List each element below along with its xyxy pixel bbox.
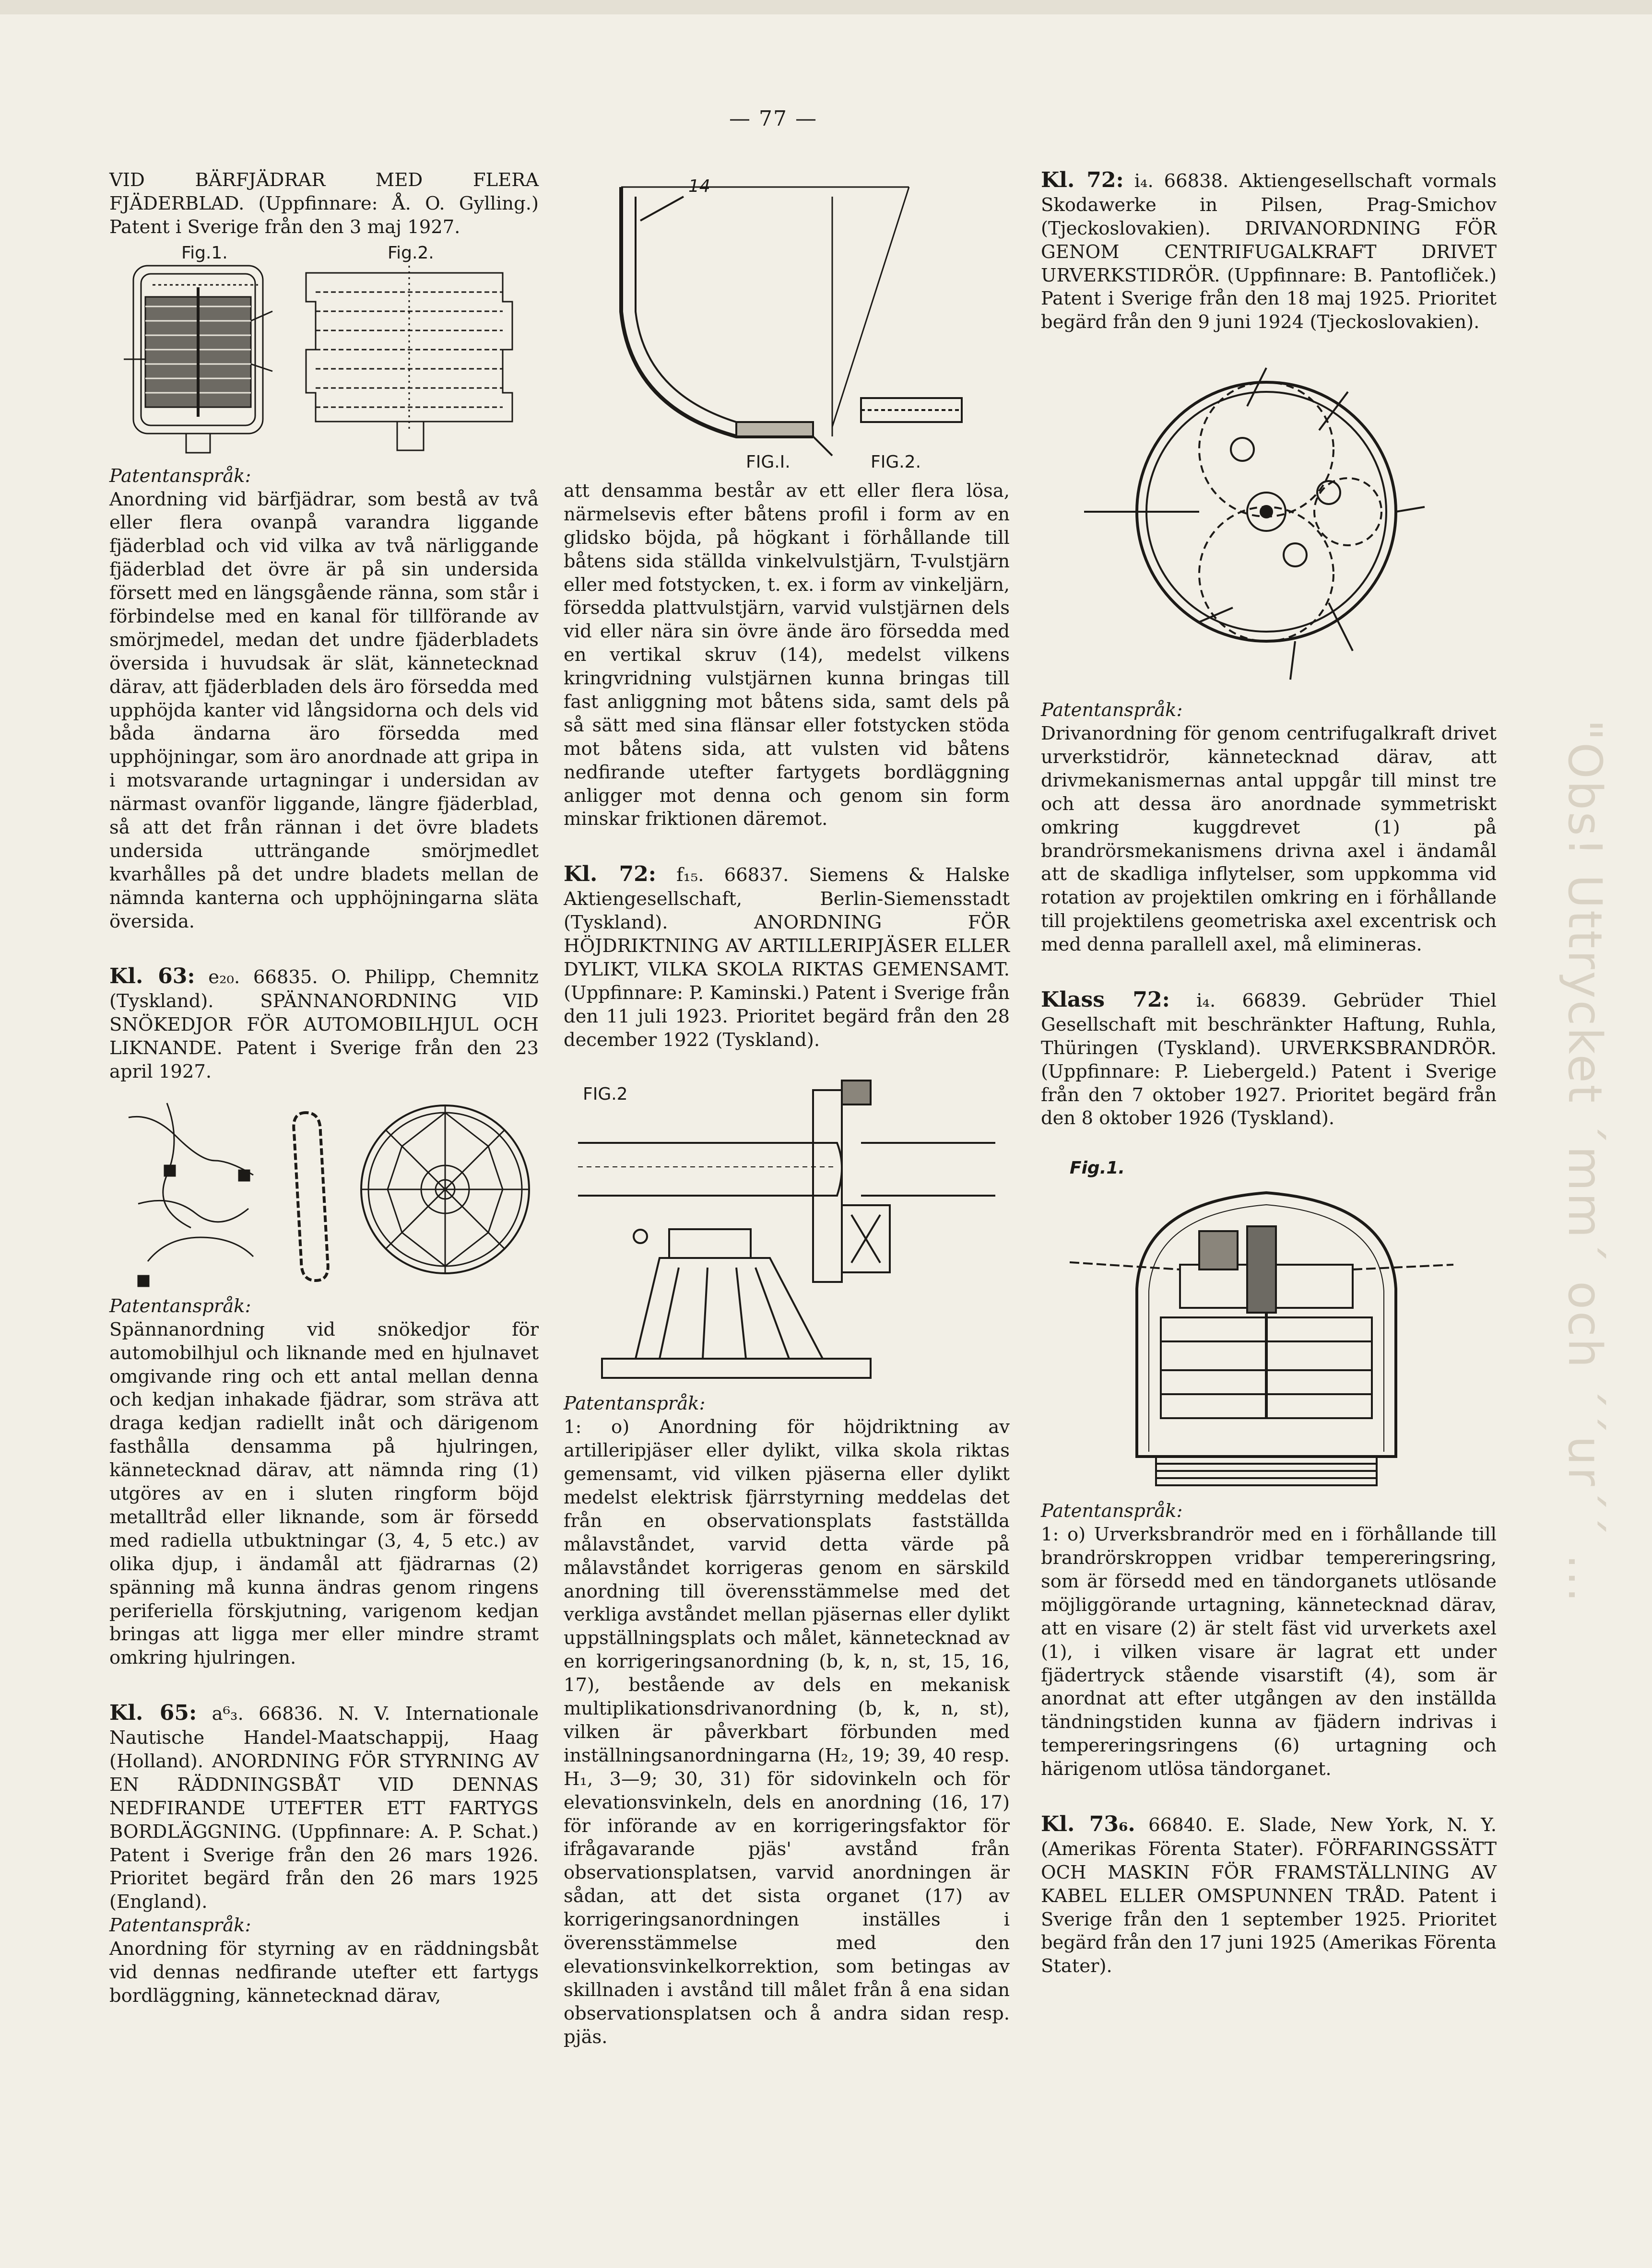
claims-text: Spännanordning vid snökedjor för automobilhjul och liknande med en hjulnavet omgivande ring och ett antal mellan denna och kedjan inhakade fjädrar, som sträva att draga kedjan radiellt inåt och därigenom fasthålla densamma på hjulringen, kännetecknad därav, att nämnda ring (1) utgöres av en i sluten ringform böjd metalltråd eller liknande, som är försedd med radiella utbuktningar (3, 4, 5 etc.) av olika djup, i ändamål att fjädrarnas (2) spänning må kunna ändras genom ringens periferiella förskjutning, varigenom kedjan bringas att ligga mer eller mindre stramt omkring hjulringen.	[109, 1318, 539, 1669]
fig2-label: FIG.2	[583, 1084, 628, 1105]
class-code: e₂₀.	[208, 966, 240, 988]
entry-body: 66837. Siemens & Halske Aktiengesellschaft, Berlin-Siemensstadt (Tyskland). ANORDNING FÖR HÖJDRIKTNING AV ARTILLERIPJÄSER ELLER DYLIKT, VILKA SKOLA RIKTAS GEMENSAMT. (Uppfinnare: P. Kaminski.) Patent i Sverige från den 11 juli 1923. Prioritet begärd från den 28 december 1922 (Tyskland).	[564, 864, 1010, 1051]
claims-text: Anordning vid bärfjädrar, som bestå av två eller flera ovanpå varandra liggande fjäderblad och vid vilka av två närliggande fjäderblad det övre är på sin undersida försett med en längsgående ränna, som står i förbindelse med en kanal för tillförande av smörjmedel, medan det undre fjäderbladets översida i huvudsak är slät, kännetecknad därav, att fjäderbladen dels äro försedda med upphöjda kanter vid långsidorna och dels vid båda ändarna äro försedda med upphöjningar, som äro anordnade att gripa in i motsvarande urtagningar i undersidan av närmast ovanför liggande, längre fjäderblad, så att det från rännan i det övre bladets undersida utträngande smörjmedlet kvarhålles på det undre bladets mellan de nämnda kanterna och upphöjningarna släta översida.	[109, 488, 539, 932]
class-label: Kl. 65:	[109, 1701, 197, 1726]
entry-head: VID BÄRFJÄDRAR MED FLERA FJÄDERBLAD. (Uppfinnare: Å. O. Gylling.) Patent i Sverige från den 3 maj 1927.	[109, 169, 539, 238]
label-14: 14	[688, 176, 710, 196]
class-label: Kl. 72:	[1041, 168, 1124, 192]
class-label: Kl. 72:	[564, 862, 656, 887]
claims-text: 1: o) Urverksbrandrör med en i förhållande till brandrörskroppen vridbar tempereringsring, som är försedd med en tändorganets utlösande möjliggörande urtagning, kännetecknad därav, att en visare (2) är stelt fäst vid urverkets axel (1), i vilken visare är lagrat ett under fjädertryck stående visarstift (4), som är anordnat att efter utgången av den inställda tändningstiden kunna av fjädern indrivas i tempereringsringens (6) urtagning och härigenom utlösa tändorganet.	[1041, 1524, 1497, 1780]
column-right	[1041, 167, 1497, 1978]
page-number: — 77 —	[729, 106, 817, 131]
figure-2	[306, 266, 512, 450]
claims-header: Patentanspråk:	[1041, 699, 1183, 721]
claims-continuation: att densamma består av ett eller flera lösa, närmelsevis efter båtens profil i form av en glidsko böjda, på högkant i förhållande till båtens sida ställda vinkelvulstjärn, T-vulstjärn eller med fotstycken, t. ex. i form av vinkeljärn, försedda plattvulstjärn, varvid vulstjärnen dels vid eller nära sin övre ände äro försedda med en vertikal skruv (14), medelst vilkens kringvridning vulstjärnen kunna bringas till fast anliggning mot båtens sida, samt dels på så sätt med sina flänsar eller fotstycken stöda mot båtens sida, att vulsten vid båtens nedfirande utefter fartygets bordläggning anligger mot denna och genom sin form minskar friktionen däremot.	[564, 480, 1010, 830]
class-code: a⁶₃.	[212, 1703, 244, 1725]
entry-body: 66840. E. Slade, New York, N. Y. (Amerikas Förenta Stater). FÖRFARINGSSÄTT OCH MASKIN FÖR FRAMSTÄLLNING AV KABEL ELLER OMSPUNNEN TRÅD. Patent i Sverige från den 1 september 1925. Prioritet begärd från den 17 juni 1925 (Amerikas Förenta Stater).	[1041, 1814, 1497, 1977]
fig2-label: FIG.2.	[871, 452, 921, 472]
centrifugal-drive-figure	[1041, 334, 1492, 699]
entry-body: 66835. O. Philipp, Chemnitz (Tyskland). SPÄNNANORDNING VID SNÖKEDJOR FÖR AUTOMOBILHJUL OCH LIKNANDE. Patent i Sverige från den 23 april 1927.	[109, 966, 539, 1083]
scan-edge	[0, 0, 1652, 14]
figure-1	[124, 266, 272, 453]
column-left	[109, 169, 539, 2008]
class-label: Kl. 63:	[109, 964, 195, 989]
chain-branch	[129, 1116, 253, 1175]
patent-entry-66839	[1041, 987, 1497, 1130]
entry-body: 66839. Gebrüder Thiel Gesellschaft mit beschränkter Haftung, Ruhla, Thüringen (Tyskland). URVERKSBRANDRÖR. (Uppfinnare: P. Liebergeld.) Patent i Sverige från den 7 oktober 1927. Prioritet begärd från den 8 oktober 1926 (Tyskland).	[1041, 990, 1497, 1129]
fuze-figure	[1041, 1145, 1492, 1500]
fig1-label: FIG.I.	[746, 452, 791, 472]
snow-chain-figures	[109, 1084, 531, 1295]
margin-stamp-text: "Obs! Uttrycket ´mm´ och ´´ur´´ ...	[1558, 719, 1612, 1604]
column-middle	[564, 158, 1010, 2049]
artillery-figure	[564, 1071, 1005, 1392]
entry-body: 66838. Aktiengesellschaft vormals Skodawerke in Pilsen, Prag-Smichov (Tjeckoslovakien). DRIVANORDNING FÖR GENOM CENTRIFUGALKRAFT DRIVET URVERKSTIDRÖR. (Uppfinnare: B. Pantofliček.) Patent i Sverige från den 18 maj 1925. Prioritet begärd från den 9 juni 1924 (Tjeckoslovakien).	[1041, 170, 1497, 333]
patent-entry-66840	[1041, 1811, 1497, 1978]
patent-entry-66837	[564, 861, 1010, 1052]
fig1-label: Fig.1.	[1070, 1158, 1125, 1178]
claims-header: Patentanspråk:	[109, 1915, 251, 1937]
claims-header: Patentanspråk:	[109, 465, 251, 487]
class-code: f₁₅.	[676, 864, 704, 886]
claims-header: Patentanspråk:	[109, 1295, 251, 1317]
lifeboat-figures	[564, 158, 1005, 475]
fig1-label: Fig.1.	[181, 243, 228, 263]
claims-header: Patentanspråk:	[564, 1393, 706, 1415]
claims-text: Anordning för styrning av en räddningsbåt vid dennas nedfirande utefter ett fartygs bordläggning, kännetecknad därav,	[109, 1938, 539, 2007]
claims-text: 1: o) Anordning för höjdriktning av artilleripjäser eller dylikt, vilka skola riktas gemensamt, vid vilken pjäserna eller dylikt medelst elektrisk fjärrstyrning meddelas det från en observationsplats fastställda målavståndet, varvid detta värde på målavståndet korrigeras genom en särskild anordning till överensstämmelse med det verkliga avståndet mellan pjäsernas eller dylikt uppställningsplats och målet, kännetecknad av en korrigeringsanordning (b, k, n, st, 15, 16, 17), bestående av dels en mekanisk multiplikationsdrivanordning (b, k, n, st), vilken är påverkbart förbunden med inställningsanordningarna (H₂, 19; 39, 40 resp. H₁, 3—9; 30, 31) för sidovinkeln och för elevationsvinkeln, dels en anordning (16, 17) för införande av en korrigeringsfaktor för ifrågavarande pjäs' avstånd från observationsplatsen, varvid anordningen är sådan, att det sista organet (17) av korrigeringsanordningen inställes i överensstämmelse med den elevationsvinkelkorrektion, som betingas av skillnaden i avstånd till målet från å ena sidan observationsplatsen och å andra sidan resp. pjäs.	[564, 1416, 1010, 2048]
claims-text: Drivanordning för genom centrifugalkraft drivet urverkstidrör, kännetecknad därav, att drivmekanismernas antal uppgår till minst tre och att dessa äro anordnade symmetriskt omkring kuggdrevet (1) på brandrörsmekanismens drivna axel i ändamål att de skadliga inflytelser, som uppkomma vid rotation av projektilen omkring en i förhållande till projektilens geometriska axel excentrisk och med denna parallell axel, må elimineras.	[1041, 723, 1497, 956]
entry-body: 66836. N. V. Internationale Nautische Handel-Maatschappij, Haag (Holland). ANORDNING FÖR STYRNING AV EN RÄDDNINGSBÅT VID DENNAS NEDFIRANDE UTEFTER ETT FARTYGS BORDLÄGGNING. (Uppfinnare: A. P. Schat.) Patent i Sverige från den 26 mars 1926. Prioritet begärd från den 26 mars 1925 (England).	[109, 1703, 539, 1913]
class-label: Klass 72:	[1041, 987, 1170, 1012]
class-code: i₄.	[1134, 170, 1154, 192]
fig2-label: Fig.2.	[388, 243, 434, 263]
patent-entry-66836	[109, 1700, 539, 1914]
patent-entry-66835	[109, 963, 539, 1083]
leaf-spring-figures	[109, 239, 531, 465]
class-code: i₄.	[1196, 990, 1216, 1012]
patent-entry-66838	[1041, 167, 1497, 334]
claims-header: Patentanspråk:	[1041, 1500, 1183, 1522]
class-label: Kl. 73₆.	[1041, 1812, 1135, 1837]
